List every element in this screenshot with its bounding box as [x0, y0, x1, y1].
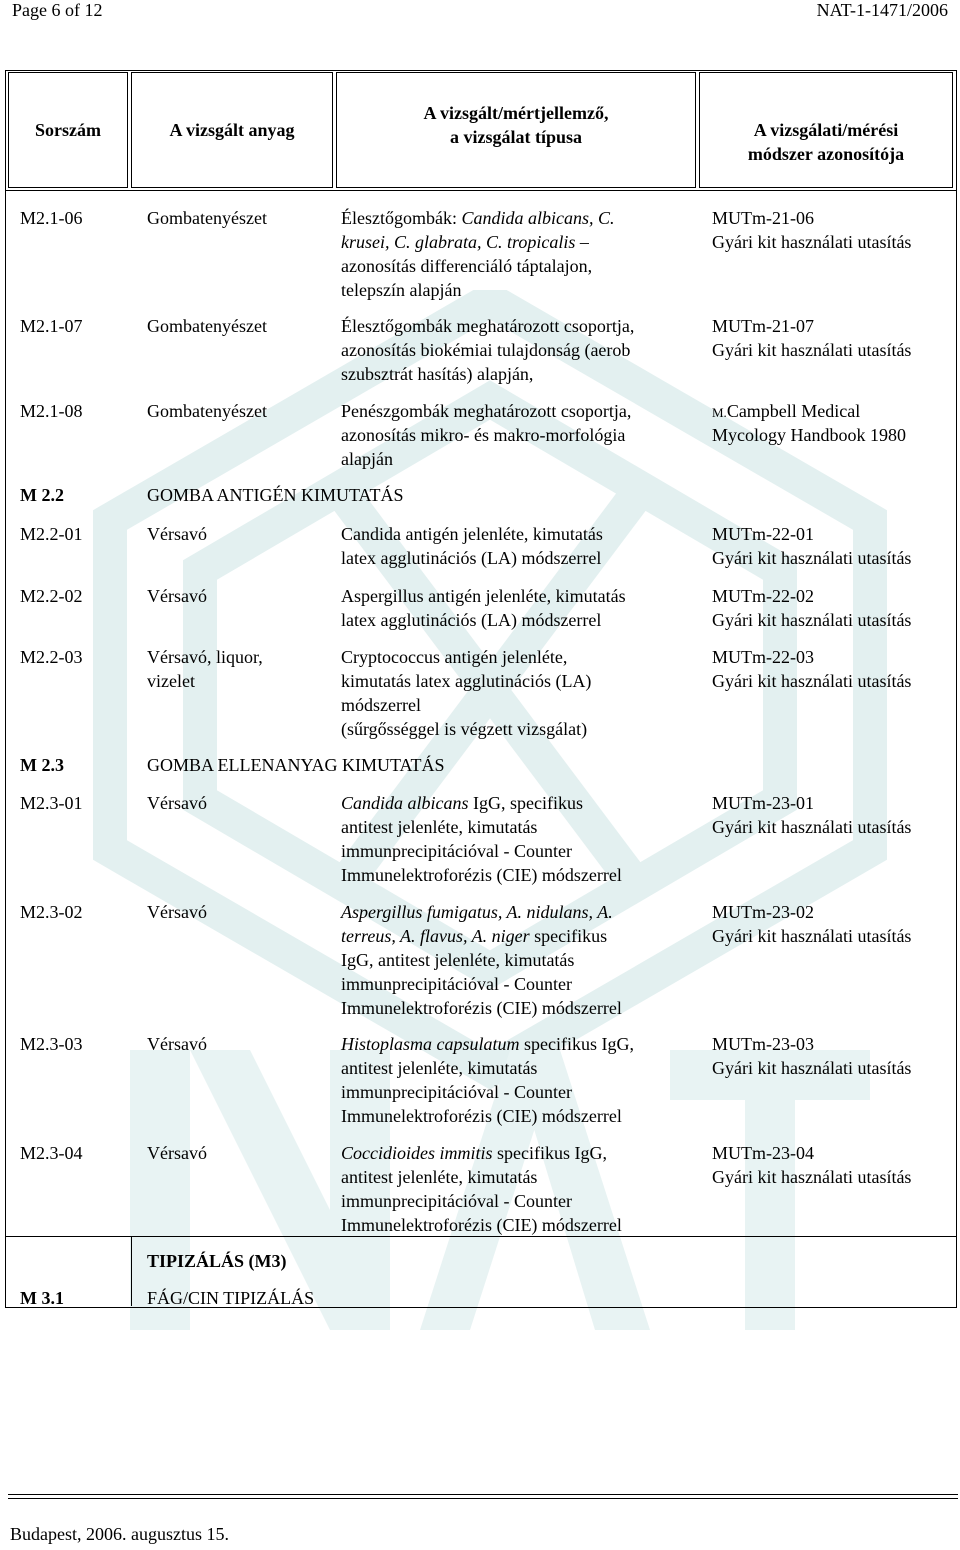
row-method-ref: Gyári kit használati utasítás: [712, 817, 912, 837]
row-description: Immunelektroforézis (CIE) módszerrel: [341, 865, 622, 885]
row-material: Vérsavó: [147, 1143, 207, 1163]
accreditation-table: [5, 70, 957, 1308]
footer-rule: [8, 1494, 958, 1495]
footer-rule: [8, 1498, 958, 1499]
row-id: M2.3-02: [20, 902, 83, 922]
row-method-ref: Gyári kit használati utasítás: [712, 1167, 912, 1187]
row-description: Immunelektroforézis (CIE) módszerrel: [341, 998, 622, 1018]
row-description: antitest jelenléte, kimutatás: [341, 817, 538, 837]
row-id: M2.3-04: [20, 1143, 83, 1163]
row-method-code: MUTm-23-04: [712, 1143, 814, 1163]
section-id: M 2.2: [20, 485, 64, 505]
row-method-code: MUTm-23-02: [712, 902, 814, 922]
row-method-ref: Gyári kit használati utasítás: [712, 926, 912, 946]
row-id: M2.1-06: [20, 208, 83, 228]
row-description: azonosítás biokémiai tulajdonság (aerob: [341, 340, 631, 360]
section-title: GOMBA ELLENANYAG KIMUTATÁS: [147, 755, 445, 775]
row-method-code: MUTm-21-06: [712, 208, 814, 228]
row-description: Élesztőgombák meghatározott csoportja,: [341, 316, 635, 336]
row-description: immunprecipitációval - Counter: [341, 1082, 572, 1102]
row-id: M2.2-03: [20, 647, 83, 667]
row-id: M2.2-01: [20, 524, 83, 544]
row-material: Vérsavó: [147, 524, 207, 544]
header-col-characteristic: A vizsgált/mértjellemző, a vizsgálat típusa: [336, 72, 696, 188]
row-description: krusei, C. glabrata, C. tropicalis –: [341, 232, 589, 252]
row-description: Élesztőgombák: Candida albicans, C.: [341, 208, 615, 228]
section-divider: [5, 1236, 957, 1237]
row-method-code: MUTm-21-07: [712, 316, 814, 336]
row-description: antitest jelenléte, kimutatás: [341, 1167, 538, 1187]
row-material: vizelet: [147, 671, 195, 691]
row-method-code: MUTm-23-01: [712, 793, 814, 813]
row-description: Penészgombák meghatározott csoportja,: [341, 401, 632, 421]
row-description: módszerrel: [341, 695, 421, 715]
row-material: Vérsavó: [147, 793, 207, 813]
row-description: immunprecipitációval - Counter: [341, 1191, 572, 1211]
row-description: IgG, antitest jelenléte, kimutatás: [341, 950, 575, 970]
row-method-code: MUTm-22-02: [712, 586, 814, 606]
row-description: Histoplasma capsulatum specifikus IgG,: [341, 1034, 634, 1054]
row-description: Immunelektroforézis (CIE) módszerrel: [341, 1106, 622, 1126]
row-id: M2.3-03: [20, 1034, 83, 1054]
row-material: Gombatenyészet: [147, 208, 267, 228]
row-description: terreus, A. flavus, A. niger specifikus: [341, 926, 608, 946]
row-method-code: M.Campbell Medical: [712, 401, 861, 421]
row-method-ref: Gyári kit használati utasítás: [712, 548, 912, 568]
row-description: telepszín alapján: [341, 280, 462, 300]
section-title: TIPIZÁLÁS (M3): [147, 1251, 287, 1271]
row-method-code: MUTm-22-01: [712, 524, 814, 544]
section-title: GOMBA ANTIGÉN KIMUTATÁS: [147, 485, 404, 505]
row-description: Candida antigén jelenléte, kimutatás: [341, 524, 603, 544]
row-method-ref: Gyári kit használati utasítás: [712, 1058, 912, 1078]
page-number: Page 6 of 12: [12, 0, 103, 20]
row-material: Vérsavó, liquor,: [147, 647, 263, 667]
row-id: M2.3-01: [20, 793, 83, 813]
row-description: antitest jelenléte, kimutatás: [341, 1058, 538, 1078]
row-method-ref: Gyári kit használati utasítás: [712, 671, 912, 691]
section-id: M 2.3: [20, 755, 64, 775]
footer-date: Budapest, 2006. augusztus 15.: [10, 1524, 229, 1544]
section-col-line: [131, 1236, 132, 1306]
header-col-sorszam: Sorszám: [8, 72, 128, 188]
row-description: azonosítás mikro- és makro-morfológia: [341, 425, 626, 445]
section-id: M 3.1: [20, 1288, 64, 1308]
header-divider: [5, 190, 957, 191]
header-col-method: A vizsgálati/mérési módszer azonosítója: [699, 72, 953, 188]
row-description: kimutatás latex agglutinációs (LA): [341, 671, 592, 691]
document-id: NAT-1-1471/2006: [816, 0, 948, 20]
row-description: Coccidioides immitis specifikus IgG,: [341, 1143, 607, 1163]
row-method-ref: Gyári kit használati utasítás: [712, 232, 912, 252]
row-material: Gombatenyészet: [147, 316, 267, 336]
row-method-code: MUTm-22-03: [712, 647, 814, 667]
section-title: FÁG/CIN TIPIZÁLÁS: [147, 1288, 315, 1308]
row-description: szubsztrát hasítás) alapján,: [341, 364, 534, 384]
row-description: Candida albicans IgG, specifikus: [341, 793, 583, 813]
row-description: latex agglutinációs (LA) módszerrel: [341, 610, 602, 630]
row-id: M2.1-07: [20, 316, 83, 336]
row-description: immunprecipitációval - Counter: [341, 974, 572, 994]
table-frame: [5, 70, 957, 1308]
row-description: alapján: [341, 449, 393, 469]
header-col-material: A vizsgált anyag: [131, 72, 333, 188]
row-description: Aspergillus fumigatus, A. nidulans, A.: [341, 902, 613, 922]
row-material: Vérsavó: [147, 586, 207, 606]
row-method-ref: Gyári kit használati utasítás: [712, 610, 912, 630]
row-id: M2.1-08: [20, 401, 83, 421]
row-id: M2.2-02: [20, 586, 83, 606]
row-material: Gombatenyészet: [147, 401, 267, 421]
row-material: Vérsavó: [147, 1034, 207, 1054]
row-description: Cryptococcus antigén jelenléte,: [341, 647, 568, 667]
row-method-ref: Gyári kit használati utasítás: [712, 340, 912, 360]
row-description: Aspergillus antigén jelenléte, kimutatás: [341, 586, 626, 606]
row-method-ref: Mycology Handbook 1980: [712, 425, 906, 445]
row-method-code: MUTm-23-03: [712, 1034, 814, 1054]
row-description: immunprecipitációval - Counter: [341, 841, 572, 861]
row-description: azonosítás differenciáló táptalajon,: [341, 256, 593, 276]
row-description: latex agglutinációs (LA) módszerrel: [341, 548, 602, 568]
row-material: Vérsavó: [147, 902, 207, 922]
row-description: Immunelektroforézis (CIE) módszerrel: [341, 1215, 622, 1235]
row-description: (sűrgősséggel is végzett vizsgálat): [341, 719, 588, 739]
